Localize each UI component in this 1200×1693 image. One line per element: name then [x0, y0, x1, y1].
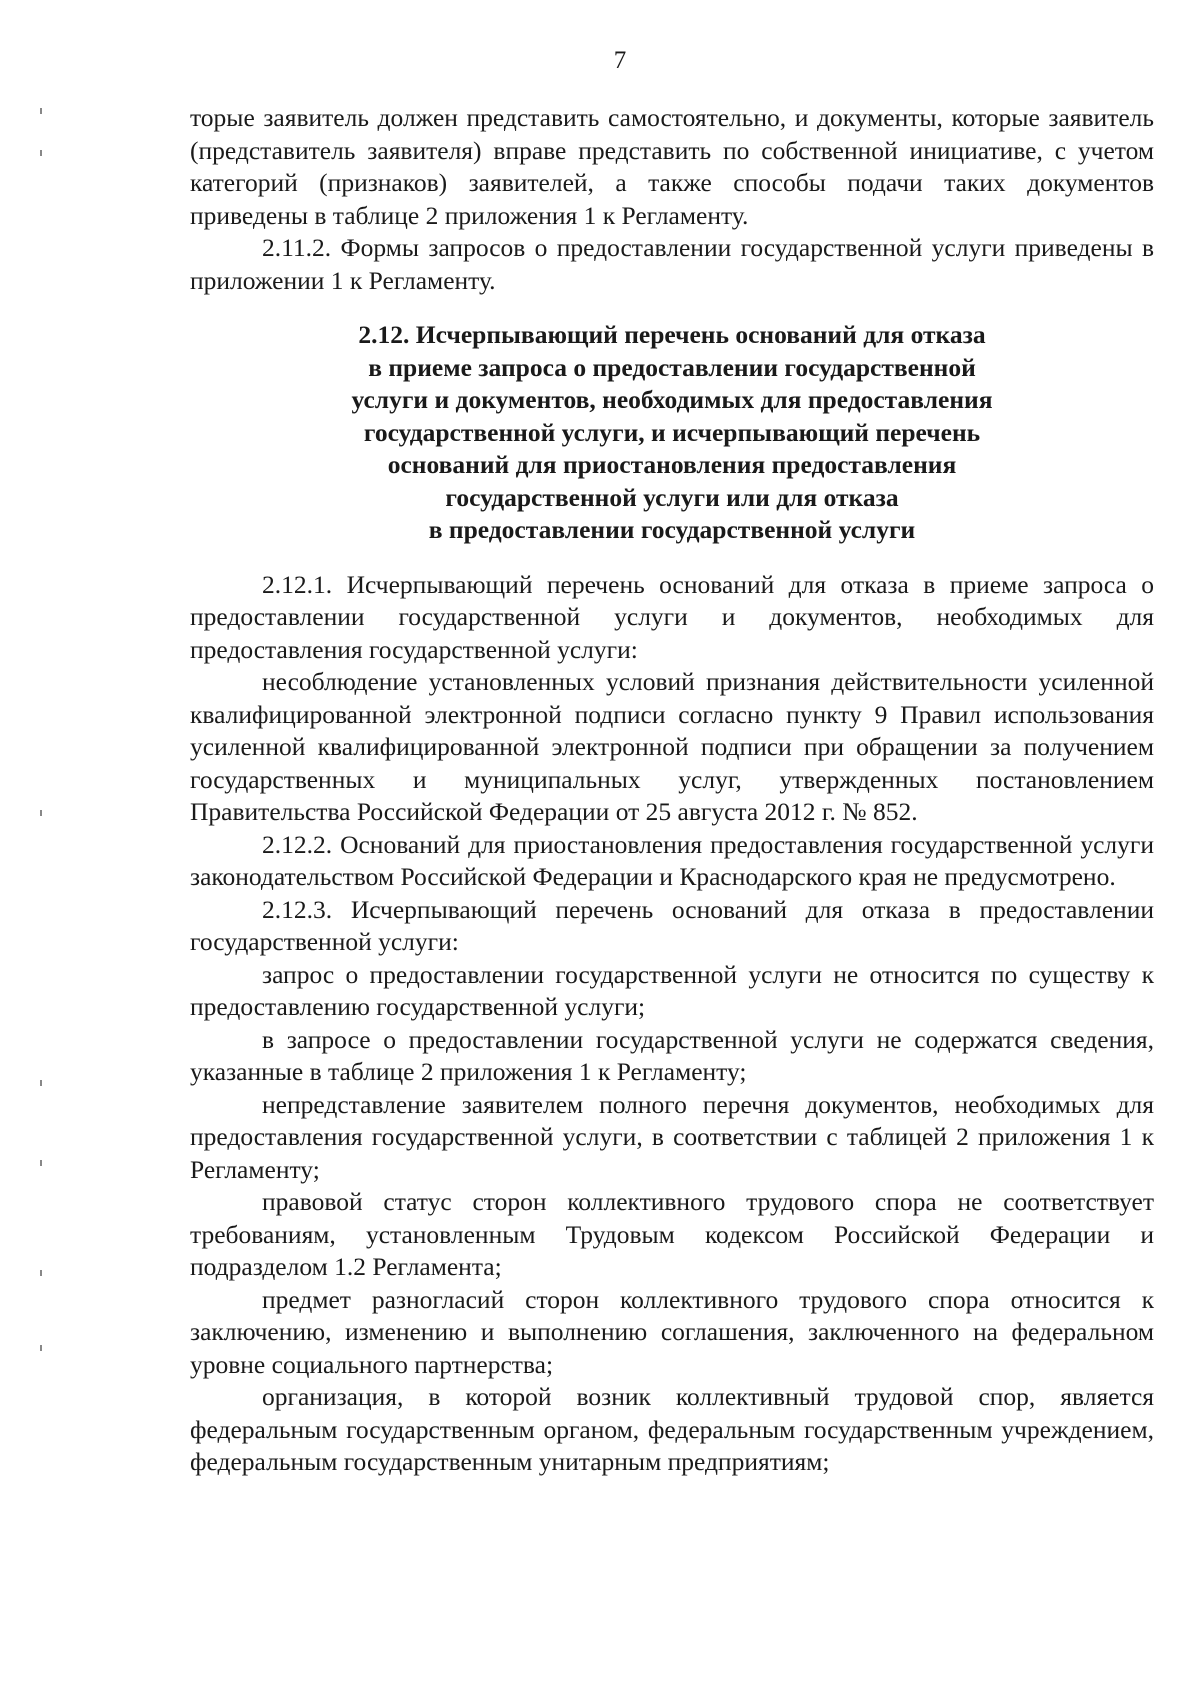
paragraph-continuation: торые заявитель должен представить самостоятельно, и документы, которые заявитель (представитель заявителя) вправе представить по собственной инициативе, с учетом категорий (признаков) заявителей, а также способы подачи таких документов приведены в таблице 2 приложения 1 к Регламенту. — [190, 103, 1154, 230]
section-heading-2-12 — [190, 319, 1154, 547]
page-number: 7 — [613, 47, 627, 74]
paragraph-2-12-3: 2.12.3. Исчерпывающий перечень оснований для отказа в предоставлении государственной услуги: — [190, 894, 1154, 956]
refusal-ground-item: в запросе о предоставлении государственной услуги не содержатся сведения, указанные в таблице 2 приложения 1 к Регламенту; — [190, 1024, 1154, 1086]
paragraph-2-12-2: 2.12.2. Оснований для приостановления предоставления государственной услуги законодательством Российской Федерации и Краснодарского края не предусмотрено. — [190, 829, 1154, 891]
heading-line: услуги и документов, необходимых для предоставления — [351, 385, 993, 414]
heading-line: государственной услуги или для отказа — [445, 482, 899, 512]
scan-margin-marks — [36, 0, 56, 1693]
paragraph-2-12-1: 2.12.1. Исчерпывающий перечень оснований для отказа в приеме запроса о предоставлении государственной услуги и документов, необходимых для предоставления государственной услуги: — [190, 569, 1154, 664]
refusal-ground-item: предмет разногласий сторон коллективного трудового спора относится к заключению, изменению и выполнению соглашения, заключенного на федеральном уровне социального партнерства; — [190, 1284, 1154, 1379]
paragraph-2-11-2: 2.11.2. Формы запросов о предоставлении государственной услуги приведены в приложении 1 к Регламенту. — [190, 233, 1154, 295]
heading-line: в приеме запроса о предоставлении государственной — [368, 352, 976, 382]
refusal-ground-item: запрос о предоставлении государственной услуги не относится по существу к предоставлению государственной услуги; — [190, 959, 1154, 1021]
heading-line: 2.12. Исчерпывающий перечень оснований для отказа — [358, 320, 986, 349]
refusal-ground-item: правовой статус сторон коллективного трудового спора не соответствует требованиям, установленным Трудовым кодексом Российской Федерации и подразделом 1.2 Регламента; — [190, 1187, 1154, 1281]
heading-line: оснований для приостановления предоставления — [387, 450, 957, 479]
paragraph-signature-condition: несоблюдение установленных условий признания действительности усиленной квалифицированной электронной подписи согласно пункту 9 Правил использования усиленной квалифицированной электронной подписи при обращении за получением государственных и муниципальных услуг, утвержденных постановлением Правительства Российской Федерации от 25 августа 2012 г. № 852. — [190, 667, 1154, 826]
heading-line: в предоставлении государственной услуги — [428, 515, 916, 544]
heading-line: государственной услуги, и исчерпывающий перечень — [363, 417, 981, 447]
refusal-ground-item: непредставление заявителем полного перечня документов, необходимых для предоставления государственной услуги, в соответствии с таблицей 2 приложения 1 к Регламенту; — [190, 1089, 1154, 1184]
refusal-ground-item: организация, в которой возник коллективный трудовой спор, является федеральным государственным органом, федеральным государственным учреждением, федеральным государственным унитарным предприятиям; — [190, 1382, 1154, 1476]
document-body — [190, 102, 1154, 1479]
